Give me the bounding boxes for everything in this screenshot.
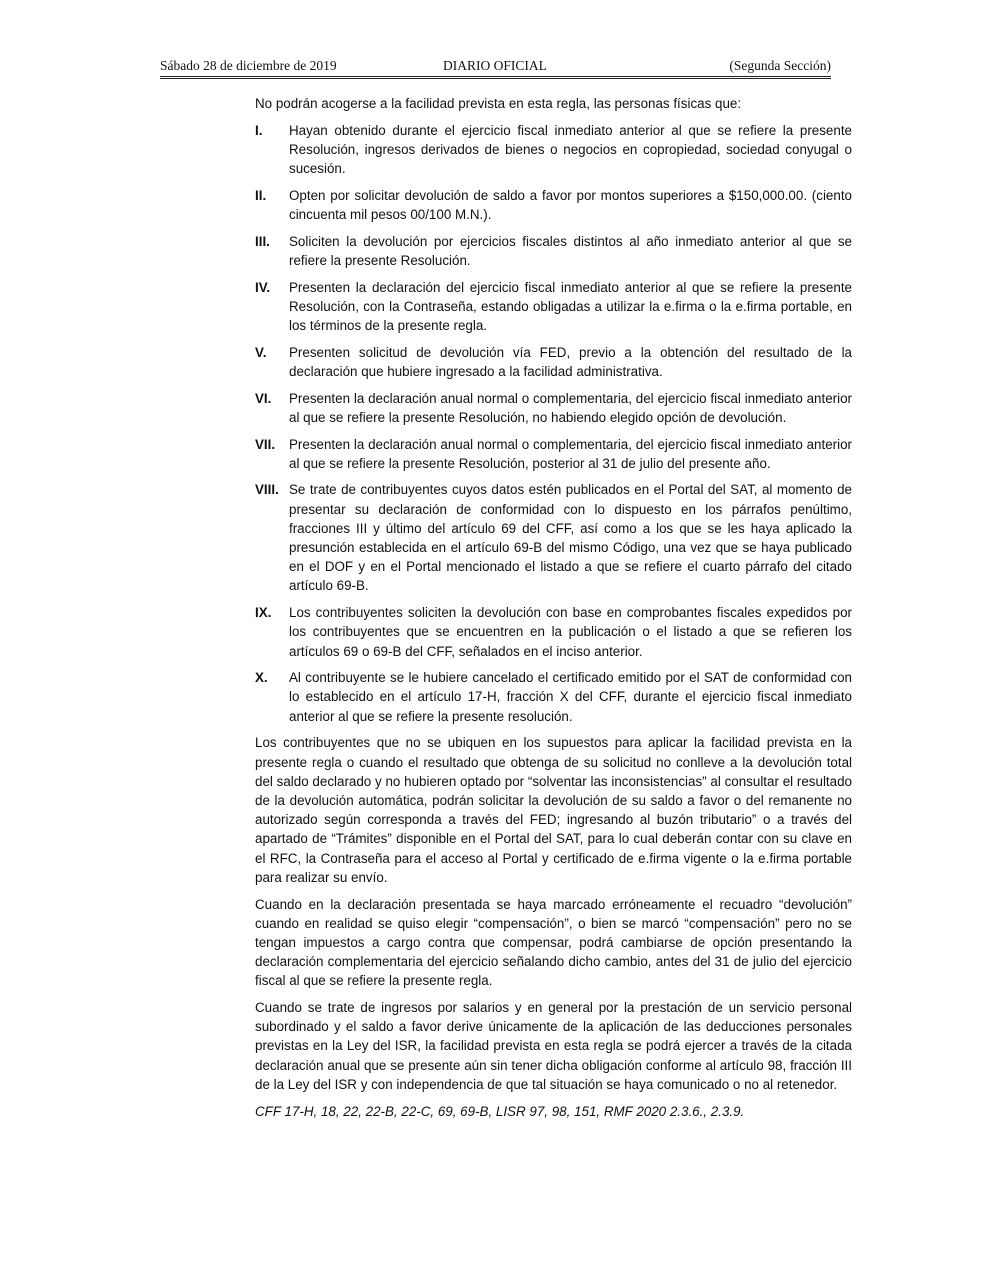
item-text: Presenten la declaración anual normal o complementaria, del ejercicio fiscal inmediato anterior al que se refiere la presente Resolución, no habiendo elegido opción de devolución. bbox=[289, 390, 852, 425]
list-item bbox=[255, 232, 852, 270]
item-number: VIII. bbox=[255, 482, 279, 498]
item-text: Hayan obtenido durante el ejercicio fiscal inmediato anterior al que se refiere la presente Resolución, ingresos derivados de bienes o negocios en copropiedad, sociedad conyugal o sucesión. bbox=[289, 122, 852, 177]
header-section: (Segunda Sección) bbox=[729, 58, 831, 73]
item-text: Opten por solicitar devolución de saldo a favor por montos superiores a $150,000.00. (ciento cincuenta mil pesos 00/100 M.N.). bbox=[289, 187, 852, 223]
item-number: III. bbox=[255, 233, 270, 249]
item-text: Se trate de contribuyentes cuyos datos estén publicados en el Portal del SAT, al momento de presentar su declaración de conformidad con lo dispuesto en los párrafos penúltimo, fracciones III y último del artículo 69 del CFF, así como a los que se les haya aplicado la presunción establecida en el artículo 69-B del mismo Código, una vez que se haya publicado en el DOF y en el Portal mencionado el listado a que se refiere el cuarto párrafo del citado artículo 69-B. bbox=[289, 482, 852, 594]
header-rule-top bbox=[160, 76, 831, 77]
header-rule-bottom bbox=[160, 78, 831, 79]
list-item bbox=[255, 668, 852, 726]
list-item bbox=[255, 186, 852, 224]
item-text: Presenten la declaración anual normal o complementaria, del ejercicio fiscal inmediato anterior al que se refiere la presente Resolución, posterior al 31 de julio del presente año. bbox=[289, 436, 852, 471]
intro-paragraph: No podrán acogerse a la facilidad prevista en esta regla, las personas físicas que: bbox=[255, 96, 742, 111]
document-body bbox=[255, 94, 852, 1128]
list-item bbox=[255, 343, 852, 381]
item-number: IX. bbox=[255, 605, 272, 621]
item-number: V. bbox=[255, 344, 267, 360]
list-item bbox=[255, 603, 852, 661]
item-number: II. bbox=[255, 187, 267, 203]
page-header bbox=[160, 58, 831, 76]
item-number: IV. bbox=[255, 279, 271, 295]
item-text: Al contribuyente se le hubiere cancelado el certificado emitido por el SAT de conformidad con lo establecido en el artículo 17-H, fracción X del CFF, durante el ejercicio fiscal inmediato anterior al que se refiere la presente resolución. bbox=[289, 670, 852, 724]
header-title: DIARIO OFICIAL bbox=[443, 58, 547, 73]
item-number: X. bbox=[255, 670, 268, 686]
item-number: VI. bbox=[255, 390, 272, 406]
body-paragraph: Cuando en la declaración presentada se haya marcado erróneamente el recuadro “devolución” cuando en realidad se quiso elegir “compensación”, o bien se marcó “compensación” pero no se tengan impuestos a cargo contra que compensar, podrá cambiarse de opción presentando la declaración complementaria del ejercicio señalando dicho cambio, antes del 31 de julio del ejercicio fiscal al que se refiere la presente regla. bbox=[255, 896, 852, 989]
list-item bbox=[255, 121, 852, 179]
header-date: Sábado 28 de diciembre de 2019 bbox=[160, 58, 337, 73]
body-paragraph: Cuando se trate de ingresos por salarios y en general por la prestación de un servicio personal subordinado y el saldo a favor derive únicamente de la aplicación de las deducciones personales previstas en la Ley del ISR, la facilidad prevista en esta regla se podrá ejercer a través de la citada declaración anual que se presente aún sin tener dicha obligación conforme al artículo 98, fracción III de la Ley del ISR y con independencia de que tal situación se haya comunicado o no al retenedor. bbox=[255, 1000, 852, 1092]
item-text: Los contribuyentes soliciten la devolución con base en comprobantes fiscales expedidos por los contribuyentes que se encuentren en la publicación o el listado a que se refieren los artículos 69 o 69-B del CFF, señalados en el inciso anterior. bbox=[289, 605, 852, 659]
item-text: Presenten la declaración del ejercicio fiscal inmediato anterior al que se refiere la presente Resolución, con la Contraseña, estando obligadas a utilizar la e.firma o la e.firma portable, en los términos de la presente regla. bbox=[289, 279, 852, 334]
list-item bbox=[255, 389, 852, 427]
item-text: Soliciten la devolución por ejercicios fiscales distintos al año inmediato anterior al que se refiere la presente Resolución. bbox=[289, 233, 852, 268]
body-paragraph: Los contribuyentes que no se ubiquen en los supuestos para aplicar la facilidad prevista en la presente regla o cuando el resultado que obtenga de su solicitud no conlleve a la devolución total del saldo declarado y no hubieren optado por “solventar las inconsistencias” al consultar el resultado de la devolución automática, podrán solicitar la devolución de su saldo a favor o del remanente no autorizado según corresponda a través del FED; ingresando al buzón tributario” o a través del apartado de “Trámites” disponible en el Portal del SAT, para lo cual deberán contar con su clave en el RFC, la Contraseña para el acceso al Portal y certificado de e.firma vigente o la e.firma portable para realizar su envío. bbox=[255, 735, 852, 885]
item-number: I. bbox=[255, 122, 263, 138]
list-item bbox=[255, 278, 852, 336]
legal-citation: CFF 17-H, 18, 22, 22-B, 22-C, 69, 69-B, LISR 97, 98, 151, RMF 2020 2.3.6., 2.3.9. bbox=[255, 1103, 745, 1119]
list-item bbox=[255, 480, 852, 595]
item-number: VII. bbox=[255, 436, 276, 452]
item-text: Presenten solicitud de devolución vía FED, previo a la obtención del resultado de la declaración que hubiere ingresado a la facilidad administrativa. bbox=[289, 344, 852, 379]
list-item bbox=[255, 435, 852, 473]
